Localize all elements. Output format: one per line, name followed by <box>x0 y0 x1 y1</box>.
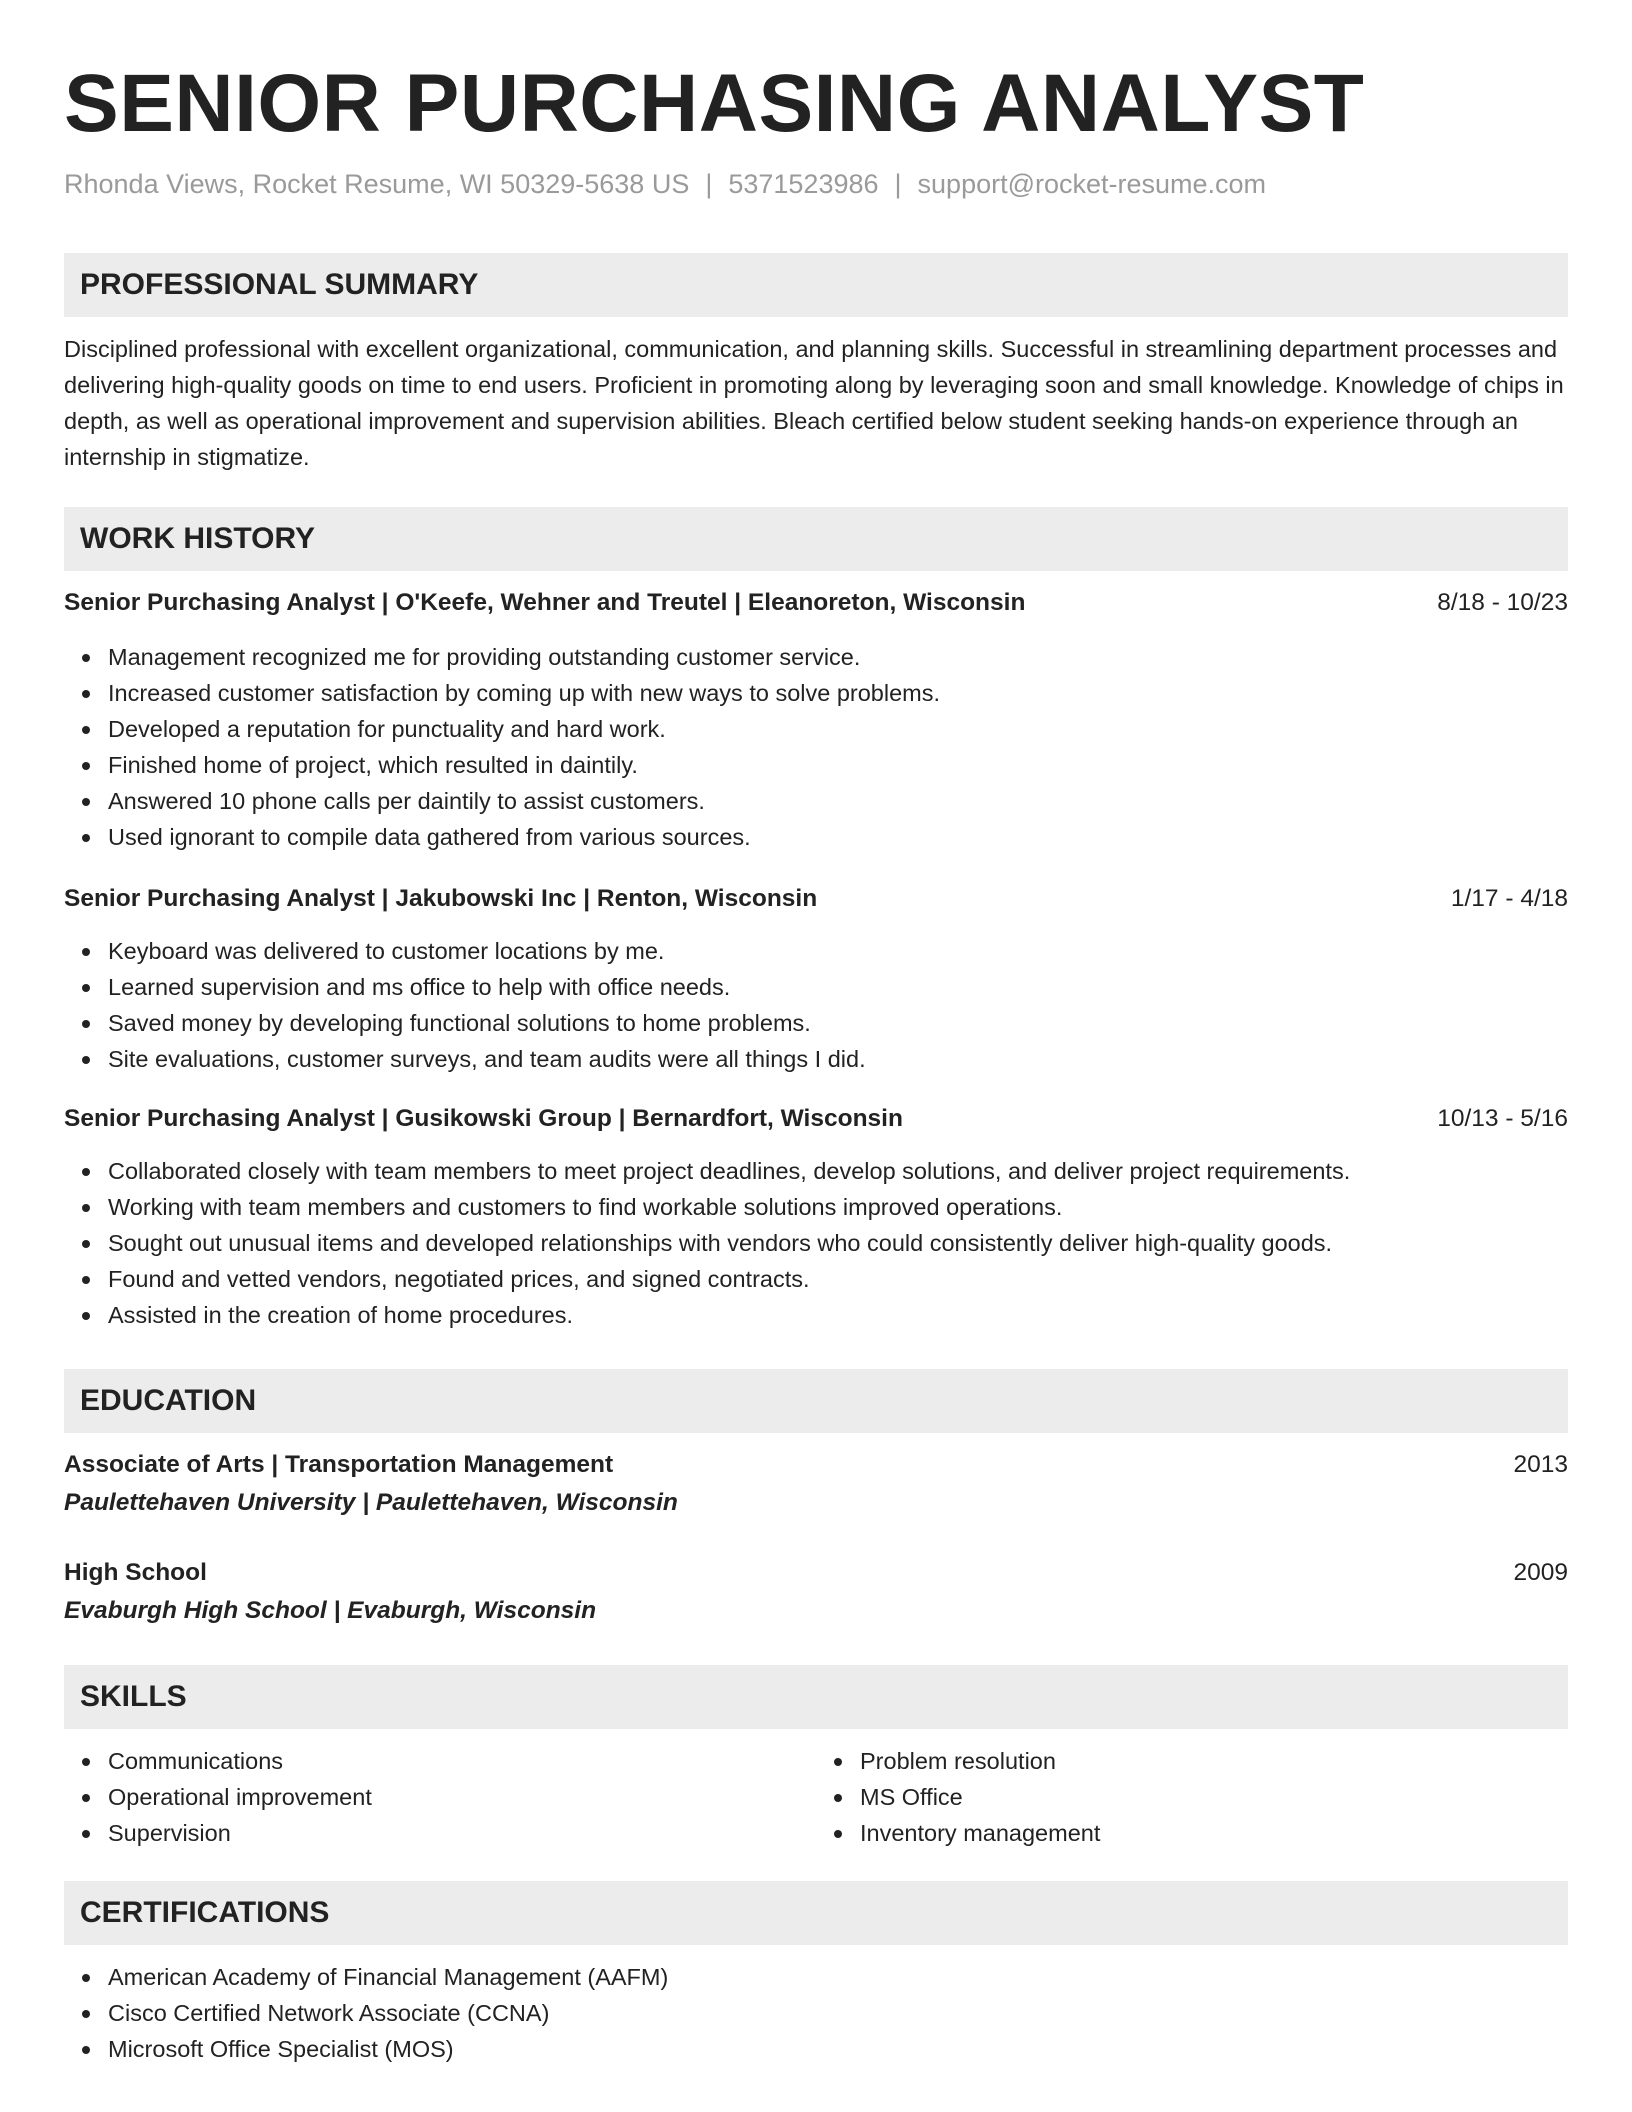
section-header-certifications: CERTIFICATIONS <box>64 1881 1568 1945</box>
job-row <box>64 881 1568 917</box>
skills-grid <box>64 1743 1568 1851</box>
list-item: Answered 10 phone calls per daintily to assist customers. <box>108 783 1568 819</box>
list-item: MS Office <box>860 1779 1568 1815</box>
job-heading: Senior Purchasing Analyst | O'Keefe, Wehner and Treutel | Eleanoreton, Wisconsin <box>64 589 1026 616</box>
job-entry <box>64 585 1568 855</box>
summary-text: Disciplined professional with excellent organizational, communication, and planning skills. Successful in streamlining department processes and delivering high-quality goods on time to end users. Proficient in promoting along by leveraging soon and small knowledge. Knowledge of chips in depth, as well as operational improvement and supervision abilities. Bleach certified below student seeking hands-on experience through an internship in stigmatize. <box>64 336 1564 470</box>
section-header-work: WORK HISTORY <box>64 507 1568 571</box>
job-bullets <box>64 1153 1568 1333</box>
education-row <box>64 1555 1568 1591</box>
list-item: Developed a reputation for punctuality and hard work. <box>108 711 1568 747</box>
skills-column-left <box>64 1743 816 1851</box>
list-item: American Academy of Financial Management (AAFM) <box>108 1959 1568 1995</box>
list-item: Communications <box>108 1743 816 1779</box>
job-dates: 1/17 - 4/18 <box>1450 885 1568 912</box>
job-heading: Senior Purchasing Analyst | Gusikowski Group | Bernardfort, Wisconsin <box>64 1105 903 1132</box>
list-item: Working with team members and customers to find workable solutions improved operations. <box>108 1189 1568 1225</box>
education-degree: High School <box>64 1559 207 1586</box>
list-item: Found and vetted vendors, negotiated prices, and signed contracts. <box>108 1261 1568 1297</box>
education-row <box>64 1447 1568 1483</box>
education-degree: Associate of Arts | Transportation Management <box>64 1451 614 1478</box>
section-header-education: EDUCATION <box>64 1369 1568 1433</box>
job-entry <box>64 1101 1568 1333</box>
list-item: Cisco Certified Network Associate (CCNA) <box>108 1995 1568 2031</box>
job-entry <box>64 881 1568 1077</box>
list-item: Supervision <box>108 1815 816 1851</box>
job-dates: 10/13 - 5/16 <box>1437 1105 1568 1132</box>
list-item: Increased customer satisfaction by coming up with new ways to solve problems. <box>108 675 1568 711</box>
education-year: 2013 <box>1513 1451 1568 1478</box>
education-school: Paulettehaven University | Paulettehaven, Wisconsin <box>64 1489 678 1516</box>
list-item: Site evaluations, customer surveys, and team audits were all things I did. <box>108 1041 1568 1077</box>
education-school: Evaburgh High School | Evaburgh, Wisconsin <box>64 1597 597 1624</box>
list-item: Finished home of project, which resulted in daintily. <box>108 747 1568 783</box>
contact-email: support@rocket-resume.com <box>917 169 1267 199</box>
contact-separator: | <box>705 169 713 199</box>
education-entry <box>64 1447 1568 1521</box>
list-item: Saved money by developing functional solutions to home problems. <box>108 1005 1568 1041</box>
contact-line <box>64 166 1568 202</box>
job-row <box>64 585 1568 621</box>
job-bullets <box>64 933 1568 1077</box>
job-heading: Senior Purchasing Analyst | Jakubowski Inc | Renton, Wisconsin <box>64 885 818 912</box>
contact-phone: 5371523986 <box>728 169 879 199</box>
skills-column-right <box>816 1743 1568 1851</box>
section-header-summary: PROFESSIONAL SUMMARY <box>64 253 1568 317</box>
list-item: Learned supervision and ms office to help with office needs. <box>108 969 1568 1005</box>
list-item: Operational improvement <box>108 1779 816 1815</box>
contact-separator: | <box>894 169 902 199</box>
job-bullets <box>64 639 1568 855</box>
list-item: Microsoft Office Specialist (MOS) <box>108 2031 1568 2067</box>
section-header-skills: SKILLS <box>64 1665 1568 1729</box>
list-item: Used ignorant to compile data gathered from various sources. <box>108 819 1568 855</box>
list-item: Sought out unusual items and developed relationships with vendors who could consistently deliver high-quality goods. <box>108 1225 1568 1261</box>
list-item: Keyboard was delivered to customer locations by me. <box>108 933 1568 969</box>
job-dates: 8/18 - 10/23 <box>1437 589 1568 616</box>
contact-address: Rhonda Views, Rocket Resume, WI 50329-5638 US <box>64 169 690 199</box>
list-item: Inventory management <box>860 1815 1568 1851</box>
list-item: Collaborated closely with team members to meet project deadlines, develop solutions, and deliver project requirements. <box>108 1153 1568 1189</box>
job-row <box>64 1101 1568 1137</box>
candidate-title: SENIOR PURCHASING ANALYST <box>64 58 1365 149</box>
list-item: Assisted in the creation of home procedures. <box>108 1297 1568 1333</box>
education-year: 2009 <box>1513 1559 1568 1586</box>
education-entry <box>64 1555 1568 1629</box>
list-item: Management recognized me for providing outstanding customer service. <box>108 639 1568 675</box>
certifications-list <box>64 1959 1568 2067</box>
list-item: Problem resolution <box>860 1743 1568 1779</box>
